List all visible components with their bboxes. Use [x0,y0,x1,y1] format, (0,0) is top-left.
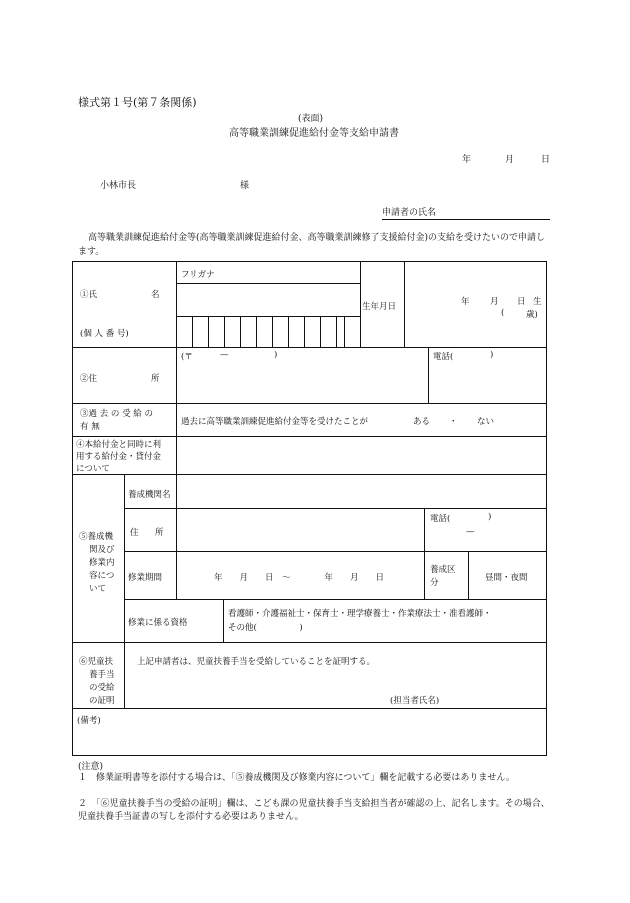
intro-text: 高等職業訓練促進給付金等(高等職業訓練促進給付金、高等職業訓練修了支援給付金)の支給を受けたいので申請します。 [78,233,546,257]
phone-label: 電話( [433,352,454,362]
training-label-3: 修業内 [89,558,115,568]
institution-phone-label: 電話( [430,514,451,524]
applicant-name-field[interactable]: 申請者の氏名 [382,205,550,220]
postal-open: (〒 [181,352,193,362]
row-divider [176,283,360,284]
postal-dash: — [220,350,229,360]
col-divider [428,347,429,403]
past-receipt-label-2: 有 無 [80,422,100,432]
addressee: 小林市長 [100,181,137,191]
name-input[interactable] [178,286,358,314]
side-label: (表面) [298,114,324,124]
qualification-other[interactable]: その他( ) [228,623,303,633]
col-divider [424,508,425,599]
course-type-options[interactable]: 昼間・夜間 [485,573,528,583]
row-divider [72,642,547,643]
col-divider [468,551,469,599]
past-receipt-label: ③過 去 の 受 給 の [80,409,154,419]
row-divider [124,508,547,509]
row-divider [124,551,547,552]
form-number: 様式第１号(第７条関係) [78,96,197,109]
course-type-label: 養成区 [430,565,456,575]
date-day: 日 [541,155,551,165]
name-label: ①氏 [80,290,98,300]
notes-heading: (注意) [78,762,104,772]
age-open: ( [501,308,505,318]
institution-phone-dash: — [466,527,475,537]
birth-year: 年 [461,297,470,307]
row-divider [176,316,360,317]
birth-day: 日 [517,297,526,307]
phone-close: ) [490,350,494,360]
note-2: ２ 「⑥児童扶養手当の受給の証明」欄は、こども課の児童扶養手当支給担当者が確認の上、記名します。その場合、児童扶養手当証書の写しを添付する必要はありません。 [78,799,550,822]
past-question: 過去に高等職業訓練促進給付金等を受けたことが [181,417,369,427]
note-1: １ 修業証明書等を添付する場合は、「⑤養成機関及び修業内容について」欄を記載する必要はありません。 [78,773,515,783]
study-period-label: 修業期間 [128,573,163,583]
date-month: 月 [505,155,515,165]
concurrent-label: ④本給付金と同時に利 [76,440,162,450]
study-period-value[interactable]: 年 月 日 ～ 年 月 日 [214,573,385,583]
name-label-2: 名 [151,290,160,300]
digit-box-divider [288,316,289,347]
col-divider [223,599,224,642]
training-label: ⑤養成機 [79,532,114,542]
col-divider [176,261,177,347]
row-divider [72,708,547,709]
training-label-2: 関及び [89,545,115,555]
course-type-label-2: 分 [430,578,439,588]
child-support-label-3: の受給 [89,683,115,693]
digit-box-divider [272,316,273,347]
remarks-label: (備考) [77,716,101,726]
age-suffix: 歳) [526,310,538,320]
birth-month: 月 [490,297,499,307]
qualification-options[interactable]: 看護師・介護福祉士・保育士・理学療養士・作業療法士・准看護師・ [228,609,492,619]
furigana-label: フリガナ [181,270,215,280]
row-divider [124,599,547,600]
col-divider [176,347,177,474]
digit-box-divider [256,316,257,347]
concurrent-label-2: 用する給付金・貸付金 [76,452,162,462]
officer-name-label: (担当者氏名) [390,696,440,706]
form-title: 高等職業訓練促進給付金等支給申請書 [229,128,399,139]
training-label-5: いて [89,584,107,594]
digit-box-divider [304,316,305,347]
child-support-label-2: 養手当 [89,670,115,680]
child-support-label: ⑥児童扶 [79,657,114,667]
option-separator: ・ [449,417,458,427]
personal-number-label: (個 人 番 号) [80,329,129,339]
option-yes[interactable]: ある [413,417,431,427]
digit-box-divider [344,316,345,347]
option-no[interactable]: ない [477,417,495,427]
qualification-label: 修業に係る資格 [128,618,188,628]
child-support-cert-text: 上記申請者は、児童扶養手当を受給していることを証明する。 [137,657,376,667]
row-divider [72,403,547,404]
row-divider [72,436,547,437]
concurrent-label-3: について [76,464,110,474]
col-divider [360,261,361,347]
training-label-4: 容につ [89,571,115,581]
institution-address-label-2: 所 [155,528,164,538]
birth-suffix: 生 [533,297,542,307]
child-support-label-4: の証明 [89,696,115,706]
col-divider [176,474,177,599]
institution-address-label: 住 [130,528,139,538]
row-divider [72,347,547,348]
digit-box-divider [320,316,321,347]
postal-close: ) [274,350,278,360]
address-label-2: 所 [151,374,160,384]
honorific: 様 [240,181,250,191]
institution-phone-close: ) [488,512,492,522]
digit-box-divider [240,316,241,347]
col-divider [404,261,405,347]
col-divider [124,474,125,708]
digit-box-divider [208,316,209,347]
date-year: 年 [462,155,472,165]
row-divider [72,474,547,475]
digit-box-divider [192,316,193,347]
institution-name-label: 養成機関名 [128,490,171,500]
digit-box-divider [224,316,225,347]
birthdate-label: 生年月日 [362,302,397,312]
digit-box-divider [336,316,337,347]
address-label: ②住 [80,374,98,384]
